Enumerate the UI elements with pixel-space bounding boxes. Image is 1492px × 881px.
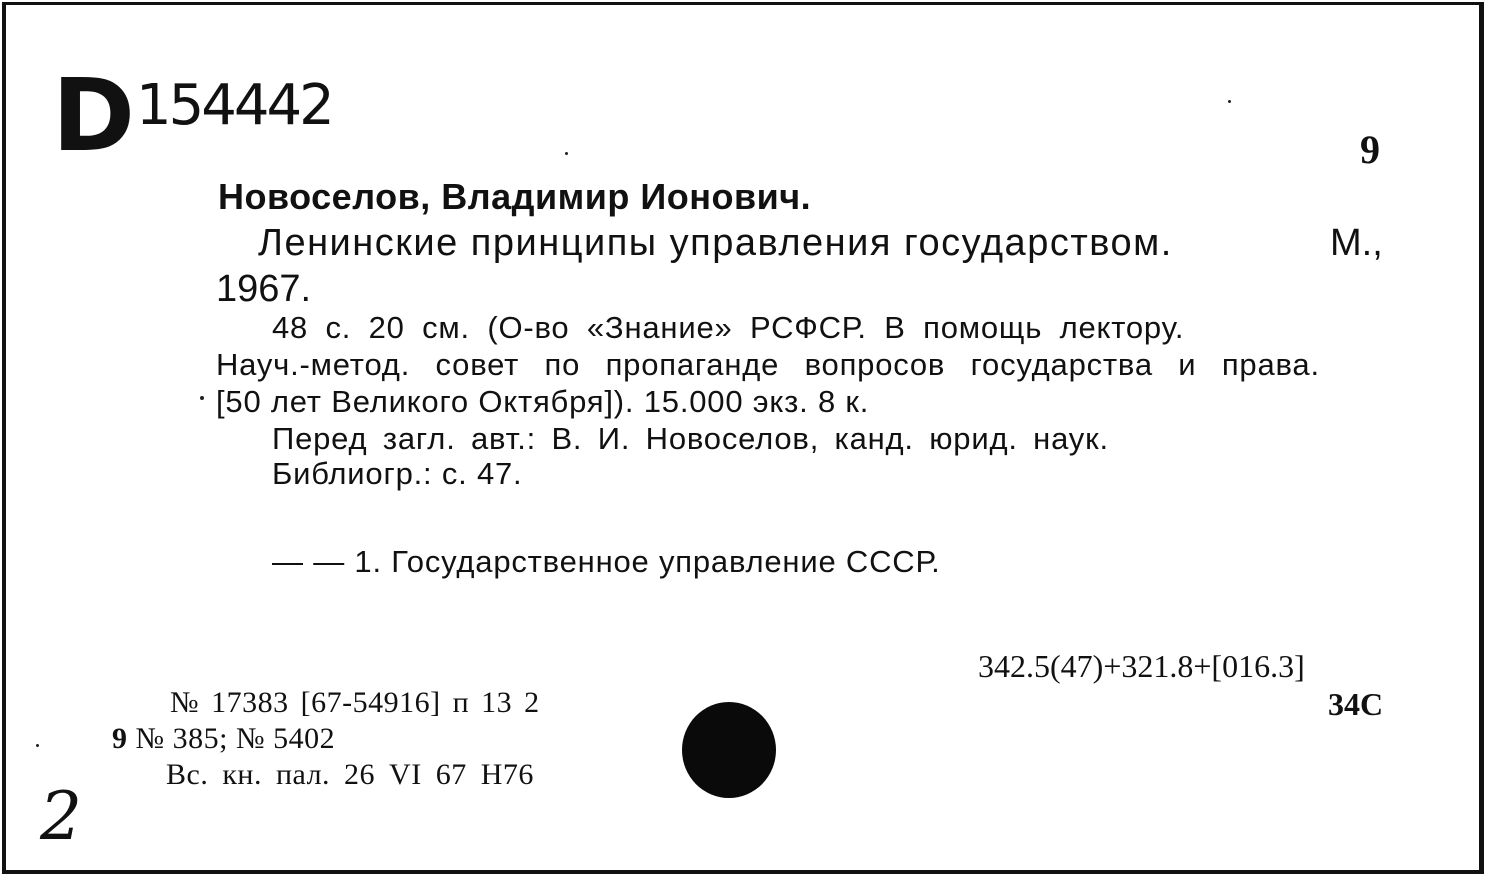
description-line-3: [50 лет Великого Октября]). 15.000 экз. 8 к. (216, 384, 870, 419)
publication-year: 1967. (216, 268, 312, 310)
author-note: Перед загл. авт.: В. И. Новоселов, канд. юрид. наук. (272, 421, 1109, 456)
ink-speck (200, 396, 204, 400)
print-info-line-2 (112, 722, 335, 756)
print-info-prefix: 9 (112, 722, 128, 755)
print-info-line-1: № 17383 [67-54916] п 13 2 (170, 686, 540, 719)
punch-hole (682, 702, 776, 798)
ink-speck (565, 152, 568, 155)
handwritten-code-letter: D (52, 57, 134, 174)
classification-code: 34С (1328, 686, 1384, 722)
description-line-1: 48 с. 20 см. (О-во «Знание» РСФСР. В помощь лектору. (272, 310, 1185, 345)
book-title: Ленинские принципы управления государством. (258, 222, 1173, 264)
ink-speck (36, 744, 39, 747)
handwritten-corner-mark: 2 (40, 778, 82, 855)
handwritten-code-number: 154442 (136, 73, 332, 138)
print-info-line-3: Вс. кн. пал. 26 VI 67 Н76 (166, 758, 534, 791)
subject-heading: — — 1. Государственное управление СССР. (272, 544, 941, 579)
bibliography-note: Библиогр.: с. 47. (272, 456, 523, 491)
description-line-2: Науч.-метод. совет по пропаганде вопросов государства и права. (216, 347, 1320, 382)
classification-index: 342.5(47)+321.8+[016.3] (978, 648, 1305, 684)
publication-city: М., (1330, 222, 1383, 264)
author-heading: Новоселов, Владимир Ионович. (218, 176, 812, 217)
print-info-numbers: № 385; № 5402 (135, 722, 336, 755)
card-number: 9 (1360, 127, 1380, 172)
ink-speck (1228, 100, 1231, 103)
